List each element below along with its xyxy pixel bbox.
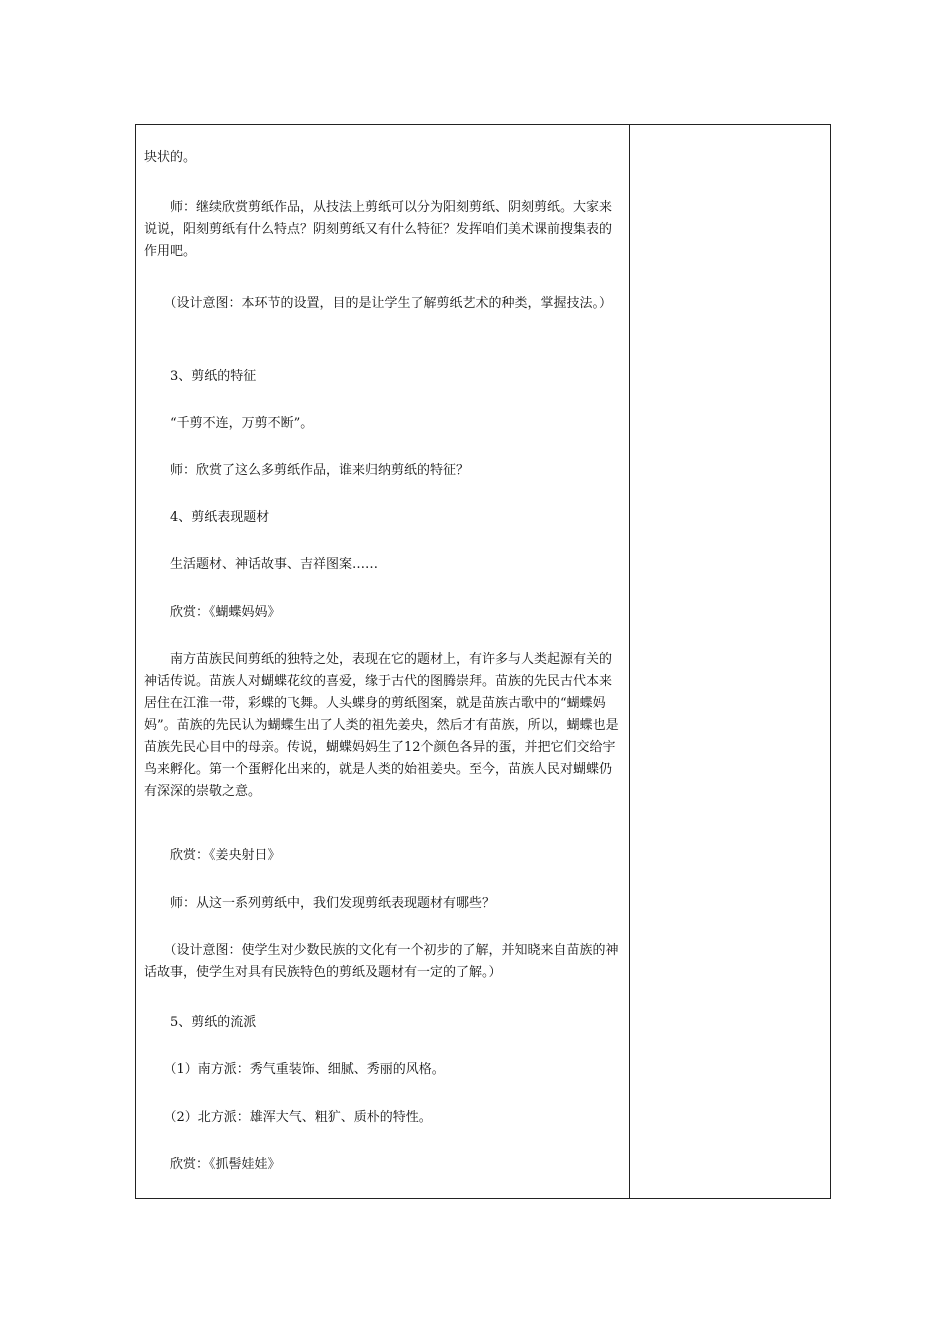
paragraph-technique: 师：继续欣赏剪纸作品，从技法上剪纸可以分为阳刻剪纸、阴刻剪纸。大家来说说，阳刻剪纸有什么特点？阴刻剪纸又有什么特征？发挥咱们美术课前搜集表的作用吧。	[144, 200, 613, 259]
paragraph-quote: “千剪不连，万剪不断”。	[170, 416, 314, 431]
paragraph-teacher-question-1: 师：欣赏了这么多剪纸作品，谁来归纳剪纸的特征？	[170, 463, 470, 478]
paragraph-appreciate-doll: 欣赏：《抓髻娃娃》	[170, 1157, 281, 1172]
paragraph-design-intent-2: （设计意图：使学生对少数民族的文化有一个初步的了解，并知晓来自苗族的神话故事，使学生对具有民族特色的剪纸及题材有一定的了解。）	[144, 943, 619, 980]
heading-schools: 5、剪纸的流派	[170, 1015, 257, 1030]
paragraph-appreciate-jiangyang: 欣赏：《姜央射日》	[170, 848, 281, 863]
paragraph-block-shape: 块状的。	[144, 150, 197, 165]
paragraph-northern-school: （2）北方派：雄浑大气、粗犷、质朴的特性。	[163, 1110, 432, 1125]
heading-themes: 4、剪纸表现题材	[170, 510, 270, 525]
paragraph-theme-list: 生活题材、神话故事、吉祥图案……	[170, 557, 379, 572]
heading-features: 3、剪纸的特征	[170, 369, 257, 384]
notes-column	[630, 125, 830, 1198]
paragraph-teacher-question-2: 师：从这一系列剪纸中，我们发现剪纸表现题材有哪些？	[170, 896, 496, 911]
paragraph-southern-school: （1）南方派：秀气重装饰、细腻、秀丽的风格。	[163, 1062, 445, 1077]
content-column	[136, 125, 630, 1198]
paragraph-appreciate-butterfly: 欣赏：《蝴蝶妈妈》	[170, 605, 281, 620]
paragraph-miao-story: 南方苗族民间剪纸的独特之处，表现在它的题材上，有许多与人类起源有关的神话传说。苗族人对蝴蝶花纹的喜爱，缘于古代的图腾崇拜。苗族的先民古代本来居住在江淮一带，彩蝶的飞舞。人头蝶身的剪纸图案，就是苗族古歌中的“蝴蝶妈妈”。苗族的先民认为蝴蝶生出了人类的祖先姜央，然后才有苗族，所以，蝴蝶也是苗族先民心目中的母亲。传说，蝴蝶妈妈生了12个颜色各异的蛋，并把它们交给宇鸟来孵化。第一个蛋孵化出来的，就是人类的始祖姜央。至今，苗族人民对蝴蝶仍有深深的崇敬之意。	[144, 652, 619, 799]
paragraph-design-intent-1: （设计意图：本环节的设置，目的是让学生了解剪纸艺术的种类，掌握技法。）	[163, 296, 613, 311]
lesson-table	[135, 124, 831, 1199]
